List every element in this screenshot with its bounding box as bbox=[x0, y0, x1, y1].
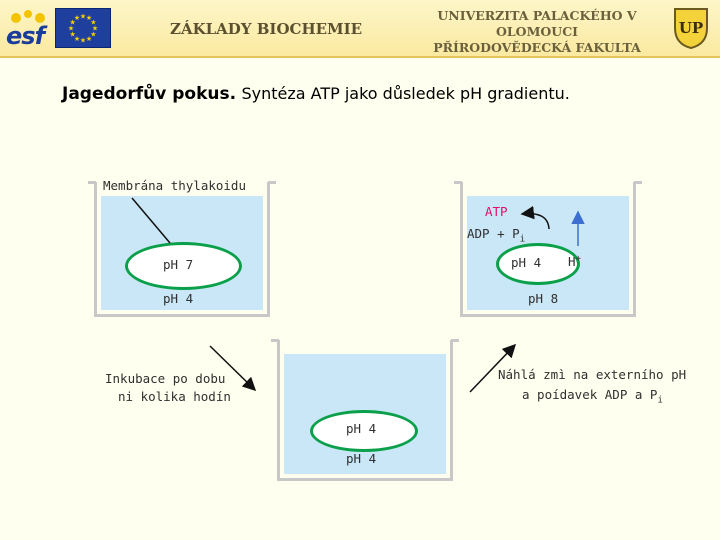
eu-star-icon: ★ bbox=[69, 30, 76, 39]
ph-change-text-line-2: a poídavek ADP a $P_i$ bbox=[522, 387, 663, 406]
university-line-1: UNIVERZITA PALACKÉHO V OLOMOUCI bbox=[437, 8, 637, 39]
proton-label: H+ bbox=[568, 254, 581, 270]
eu-star-icon: ★ bbox=[73, 14, 81, 23]
eu-star-icon: ★ bbox=[79, 36, 87, 45]
svg-text:UP: UP bbox=[678, 19, 704, 37]
bottom-outer-ph: pH 4 bbox=[346, 451, 377, 466]
eu-star-icon: ★ bbox=[67, 24, 75, 33]
eu-star-icon: ★ bbox=[85, 34, 93, 43]
slide-title-rest: Syntéza ATP jako důsledek pH gradientu. bbox=[241, 84, 570, 103]
eu-star-icon: ★ bbox=[90, 30, 97, 39]
adp-to-atp-arrow bbox=[522, 214, 549, 229]
membrane-label: Membrána thylakoidu bbox=[103, 178, 246, 193]
ph-change-text-line-1: Náhlá zmì na externího pH bbox=[498, 367, 687, 382]
slide-title-bold: Jagedorfův pokus. bbox=[62, 84, 237, 104]
university-line-2: PŘÍRODOVĚDECKÁ FAKULTA bbox=[433, 40, 641, 55]
eu-star-icon: ★ bbox=[73, 34, 81, 43]
adp-label: ADP + $P_i$ bbox=[467, 226, 526, 245]
right-inner-ph: pH 4 bbox=[511, 255, 542, 270]
left-inner-ph: pH 7 bbox=[163, 257, 194, 272]
left-outer-ph: pH 4 bbox=[163, 291, 194, 306]
incubation-text-line-2: ni kolika hodín bbox=[118, 389, 231, 404]
bottom-inner-ph: pH 4 bbox=[346, 421, 377, 436]
eu-star-icon: ★ bbox=[85, 14, 93, 23]
esf-logo-text: esf bbox=[6, 22, 45, 50]
course-title: ZÁKLADY BIOCHEMIE bbox=[170, 20, 363, 38]
membrane-pointer-line bbox=[132, 198, 170, 243]
eu-star-icon: ★ bbox=[91, 24, 99, 33]
atp-label: ATP bbox=[485, 204, 508, 219]
eu-star-icon: ★ bbox=[69, 18, 76, 27]
eu-star-icon: ★ bbox=[79, 12, 87, 21]
eu-star-icon: ★ bbox=[90, 18, 97, 27]
right-outer-ph: pH 8 bbox=[528, 291, 559, 306]
incubation-text-line-1: Inkubace po dobu bbox=[105, 371, 226, 386]
